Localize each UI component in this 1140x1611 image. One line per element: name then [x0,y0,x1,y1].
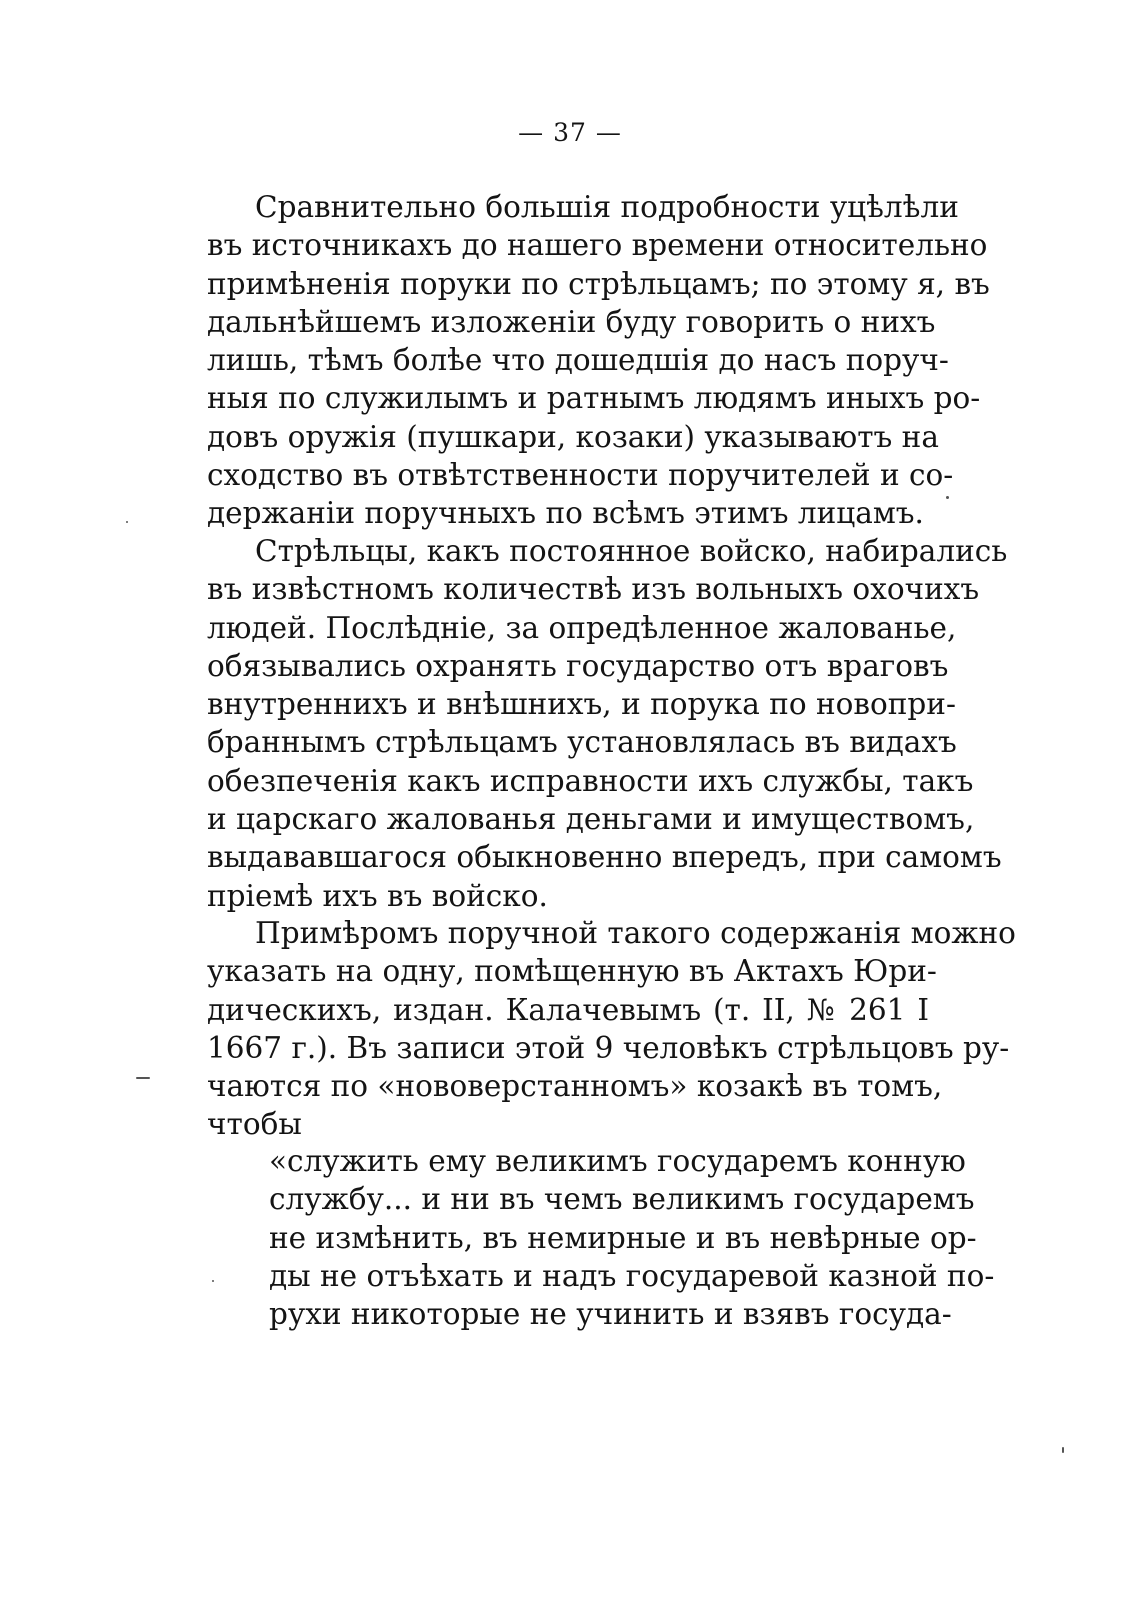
paragraph-line: въ источникахъ до нашего времени относительно [207,228,988,263]
paragraph-line: выдававшагося обыкновенно впередъ, при самомъ [207,840,1002,875]
paragraph-line: обезпеченія какъ исправности ихъ службы, такъ [207,763,974,798]
scan-speck [946,496,949,499]
paragraph-line: довъ оружія (пушкари, козаки) указываютъ на [207,419,939,454]
paragraph-line: внутреннихъ и внѣшнихъ, и порука по новопри- [207,687,956,722]
paragraph-line: ныя по служилымъ и ратнымъ людямъ иныхъ ро- [207,381,981,416]
paragraph-line: примѣненія поруки по стрѣльцамъ; по этому я, въ [207,266,990,301]
quote-line: службу... и ни въ чемъ великимъ государемъ [269,1182,975,1217]
scan-speck [136,1077,150,1079]
paragraph-line: дическихъ, издан. Калачевымъ (т. II, № 261 I [207,992,929,1027]
paragraph-line: чтобы [207,1107,302,1142]
page-number: — 37 — [518,118,622,147]
paragraph-line: чаются по «нововерстанномъ» козакѣ въ томъ, [207,1069,943,1104]
scan-speck [212,1280,214,1282]
paragraph-line: дальнѣйшемъ изложеніи буду говорить о нихъ [207,304,936,339]
paragraph-line: 1667 г.). Въ записи этой 9 человѣкъ стрѣльцовъ ру- [207,1030,1010,1065]
quote-line: не измѣнить, въ немирные и въ невѣрные ор- [269,1220,977,1255]
paragraph-line: Сравнительно большія подробности уцѣлѣли [255,190,959,224]
paragraph-line: въ извѣстномъ количествѣ изъ вольныхъ охочихъ [207,572,980,607]
paragraph-line: Примѣромъ поручной такого содержанія можно [255,916,1016,950]
quote-line: рухи никоторые не учинить и взявъ госуда- [269,1297,952,1332]
paragraph-line: людей. Послѣдніе, за опредѣленное жалованье, [207,610,957,645]
paragraph-1 [207,188,990,533]
paragraph-line: держаніи поручныхъ по всѣмъ этимъ лицамъ. [207,496,924,531]
paragraph-2 [207,532,1008,915]
paragraph-line: Стрѣльцы, какъ постоянное войско, набирались [255,534,1008,568]
scan-speck [126,521,128,523]
paragraph-line: указать на одну, помѣщенную въ Актахъ Юри- [207,954,937,989]
paragraph-line: обязывались охранять государство отъ враговъ [207,648,949,683]
block-quote [269,1142,995,1333]
quote-line: ды не отъѣхать и надъ государевой казной по- [269,1258,995,1293]
quote-line: «служить ему великимъ государемъ конную [269,1144,966,1178]
paragraph-line: браннымъ стрѣльцамъ установлялась въ видахъ [207,725,957,760]
scan-speck [1062,1447,1064,1453]
paragraph-line: пріемѣ ихъ въ войско. [207,878,548,913]
paragraph-3 [207,914,1016,1144]
paragraph-line: и царскаго жалованья деньгами и имуществомъ, [207,802,975,837]
paragraph-line: лишь, тѣмъ болѣе что дошедшія до насъ поруч- [207,343,949,378]
paragraph-line: сходство въ отвѣтственности поручителей и со- [207,458,954,493]
